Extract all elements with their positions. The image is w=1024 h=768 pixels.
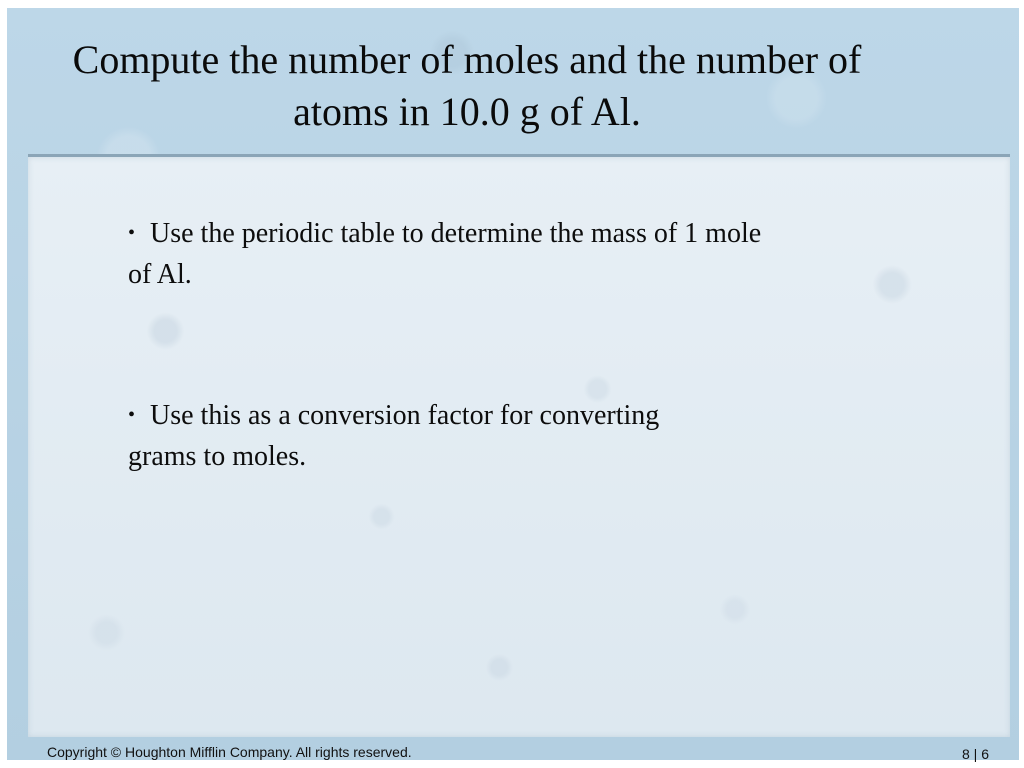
bullet-icon: • — [128, 222, 136, 244]
bullet-icon: • — [128, 404, 136, 426]
title-line-2: atoms in 10.0 g of Al. — [293, 89, 641, 134]
bullet-item — [128, 395, 908, 477]
bullet-text-line-2: of Al. — [128, 259, 192, 290]
slide-title — [7, 34, 927, 138]
copyright-text: Copyright © Houghton Mifflin Company. All rights reserved. — [47, 744, 412, 760]
slide-footer — [7, 734, 1019, 760]
slide-frame — [7, 8, 1019, 760]
bullet-text-line-1: Use the periodic table to determine the mass of 1 mole — [150, 218, 762, 249]
content-panel — [28, 154, 1010, 737]
title-line-1: Compute the number of moles and the number of — [72, 37, 862, 82]
bullet-item — [128, 213, 908, 295]
page-number: 8 | 6 — [962, 746, 989, 762]
bullet-text-line-2: grams to moles. — [128, 441, 307, 472]
bullet-text-line-1: Use this as a conversion factor for converting — [150, 400, 660, 431]
bullet-list — [128, 213, 908, 577]
